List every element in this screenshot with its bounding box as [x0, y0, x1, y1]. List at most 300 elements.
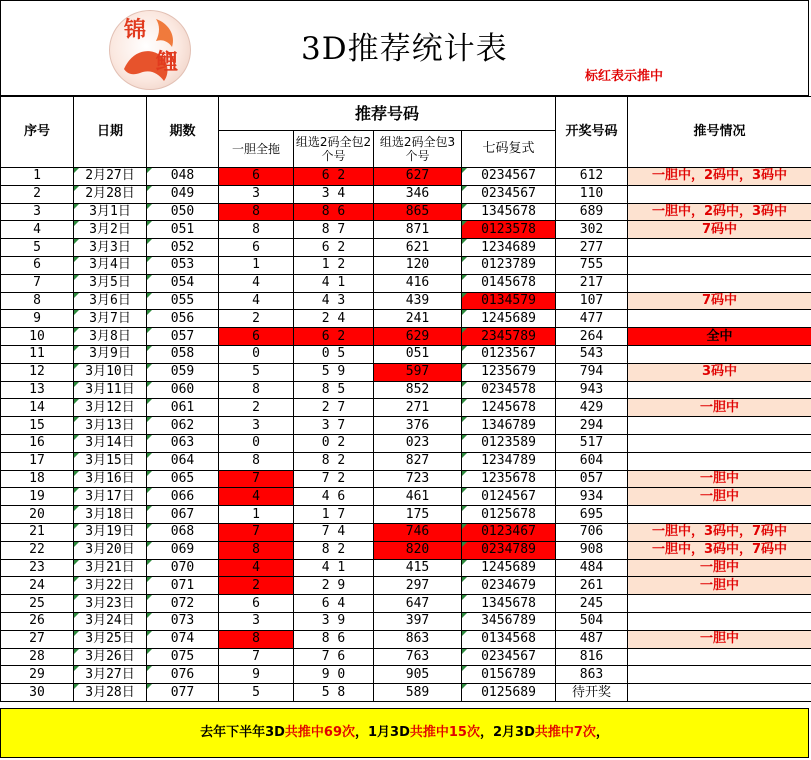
footer-segment: 共推中15次: [409, 725, 480, 740]
cell-one-dan: 8: [219, 452, 294, 470]
cell-one-dan: 5: [219, 363, 294, 381]
header-seq: 序号: [1, 97, 74, 168]
cell-one-dan: 8: [219, 381, 294, 399]
cell-group2-2: 5 8: [294, 684, 374, 702]
header-period: 期数: [147, 97, 219, 168]
cell-seq: 18: [1, 470, 74, 488]
cell-seq: 4: [1, 221, 74, 239]
cell-seven: 2345789: [462, 328, 556, 346]
table-row: [1, 541, 811, 559]
cell-one-dan: 1: [219, 506, 294, 524]
cell-group2-2: 4 1: [294, 559, 374, 577]
cell-seq: 3: [1, 203, 74, 221]
cell-seven: 1245689: [462, 559, 556, 577]
cell-group2-3: 746: [374, 523, 462, 541]
cell-date: 3月7日: [74, 310, 147, 328]
cell-group2-2: 1 2: [294, 256, 374, 274]
cell-date: 3月25日: [74, 630, 147, 648]
footer-segment: 共推中69次: [284, 725, 355, 740]
cell-date: 3月16日: [74, 470, 147, 488]
cell-seq: 30: [1, 684, 74, 702]
cell-draw: 695: [556, 506, 628, 524]
cell-seven: 0234789: [462, 541, 556, 559]
cell-seven: 1245689: [462, 310, 556, 328]
cell-period: 077: [147, 684, 219, 702]
cell-one-dan: 8: [219, 630, 294, 648]
cell-group2-3: 346: [374, 185, 462, 203]
cell-date: 2月27日: [74, 168, 147, 186]
table-row: [1, 612, 811, 630]
summary-footer: [0, 708, 809, 758]
cell-period: 050: [147, 203, 219, 221]
cell-seven: 0134579: [462, 292, 556, 310]
cell-seven: 0145678: [462, 274, 556, 292]
cell-seven: 0123578: [462, 221, 556, 239]
cell-seq: 25: [1, 595, 74, 613]
cell-draw: 689: [556, 203, 628, 221]
cell-draw: 477: [556, 310, 628, 328]
cell-seq: 20: [1, 506, 74, 524]
cell-group2-3: 763: [374, 648, 462, 666]
cell-period: 067: [147, 506, 219, 524]
cell-seven: 0125678: [462, 506, 556, 524]
cell-group2-3: 415: [374, 559, 462, 577]
cell-date: 3月27日: [74, 666, 147, 684]
footer-segment: ，1月3D: [355, 725, 410, 740]
cell-group2-3: 863: [374, 630, 462, 648]
cell-status: 一胆中，2码中，3码中: [628, 203, 811, 221]
footer-segment: ，: [595, 725, 609, 740]
cell-status: 一胆中，2码中，3码中: [628, 168, 811, 186]
cell-draw: 816: [556, 648, 628, 666]
recommend-table: [0, 96, 811, 702]
cell-status: 一胆中: [628, 399, 811, 417]
cell-draw: 706: [556, 523, 628, 541]
cell-seven: 0134568: [462, 630, 556, 648]
cell-seq: 23: [1, 559, 74, 577]
cell-group2-3: 241: [374, 310, 462, 328]
table-row: [1, 523, 811, 541]
cell-seq: 10: [1, 328, 74, 346]
cell-period: 053: [147, 256, 219, 274]
cell-group2-2: 5 9: [294, 363, 374, 381]
cell-period: 048: [147, 168, 219, 186]
cell-period: 054: [147, 274, 219, 292]
cell-date: 3月21日: [74, 559, 147, 577]
table-row: [1, 648, 811, 666]
cell-status: 7码中: [628, 221, 811, 239]
table-row: [1, 256, 811, 274]
cell-date: 3月2日: [74, 221, 147, 239]
cell-seven: 1245678: [462, 399, 556, 417]
cell-date: 3月19日: [74, 523, 147, 541]
table-row: [1, 684, 811, 702]
cell-group2-3: 865: [374, 203, 462, 221]
footer-segment: 去年下半年3D: [200, 725, 285, 740]
cell-status: 3码中: [628, 363, 811, 381]
cell-draw: 487: [556, 630, 628, 648]
legend-note: 标红表示推中: [585, 69, 664, 84]
cell-one-dan: 1: [219, 256, 294, 274]
header-status: 推号情况: [628, 97, 811, 168]
cell-one-dan: 6: [219, 239, 294, 257]
table-row: [1, 221, 811, 239]
cell-seq: 24: [1, 577, 74, 595]
cell-seven: 1346789: [462, 417, 556, 435]
cell-date: 3月18日: [74, 506, 147, 524]
cell-draw: 908: [556, 541, 628, 559]
table-row: [1, 666, 811, 684]
cell-status: [628, 381, 811, 399]
cell-status: 一胆中，3码中，7码中: [628, 541, 811, 559]
table-row: [1, 488, 811, 506]
cell-draw: 755: [556, 256, 628, 274]
cell-group2-2: 8 5: [294, 381, 374, 399]
cell-period: 049: [147, 185, 219, 203]
cell-status: 一胆中: [628, 559, 811, 577]
table-row: [1, 434, 811, 452]
footer-segment: 共推中7次: [534, 725, 596, 740]
cell-seq: 21: [1, 523, 74, 541]
cell-draw: 604: [556, 452, 628, 470]
cell-group2-2: 0 2: [294, 434, 374, 452]
cell-group2-2: 8 7: [294, 221, 374, 239]
cell-seq: 26: [1, 612, 74, 630]
cell-seven: 0123567: [462, 345, 556, 363]
cell-date: 3月24日: [74, 612, 147, 630]
cell-date: 3月4日: [74, 256, 147, 274]
cell-group2-2: 4 6: [294, 488, 374, 506]
cell-draw: 277: [556, 239, 628, 257]
cell-draw: 107: [556, 292, 628, 310]
cell-seq: 11: [1, 345, 74, 363]
cell-period: 063: [147, 434, 219, 452]
cell-status: 一胆中: [628, 630, 811, 648]
cell-date: 3月13日: [74, 417, 147, 435]
cell-group2-2: 7 2: [294, 470, 374, 488]
cell-one-dan: 4: [219, 274, 294, 292]
cell-period: 062: [147, 417, 219, 435]
cell-seq: 7: [1, 274, 74, 292]
cell-seq: 22: [1, 541, 74, 559]
cell-date: 3月28日: [74, 684, 147, 702]
cell-one-dan: 7: [219, 523, 294, 541]
table-row: [1, 328, 811, 346]
cell-status: [628, 666, 811, 684]
cell-group2-2: 2 9: [294, 577, 374, 595]
cell-period: 065: [147, 470, 219, 488]
cell-group2-3: 871: [374, 221, 462, 239]
cell-seq: 12: [1, 363, 74, 381]
cell-status: 一胆中: [628, 577, 811, 595]
cell-group2-3: 905: [374, 666, 462, 684]
cell-status: [628, 345, 811, 363]
header-recommend-group: 推荐号码: [219, 97, 556, 131]
cell-date: 3月8日: [74, 328, 147, 346]
cell-status: [628, 434, 811, 452]
koi-logo: [109, 10, 191, 90]
table-row: [1, 239, 811, 257]
cell-period: 059: [147, 363, 219, 381]
cell-seq: 9: [1, 310, 74, 328]
cell-group2-3: 723: [374, 470, 462, 488]
cell-seq: 2: [1, 185, 74, 203]
cell-group2-3: 439: [374, 292, 462, 310]
cell-group2-2: 3 4: [294, 185, 374, 203]
table-row: [1, 274, 811, 292]
cell-group2-2: 4 1: [294, 274, 374, 292]
cell-group2-2: 8 6: [294, 630, 374, 648]
cell-period: 058: [147, 345, 219, 363]
cell-group2-3: 120: [374, 256, 462, 274]
cell-draw: 517: [556, 434, 628, 452]
cell-draw: 245: [556, 595, 628, 613]
cell-group2-2: 2 7: [294, 399, 374, 417]
cell-group2-3: 852: [374, 381, 462, 399]
table-row: [1, 203, 811, 221]
cell-period: 076: [147, 666, 219, 684]
cell-date: 3月14日: [74, 434, 147, 452]
cell-draw: 934: [556, 488, 628, 506]
cell-seven: 0123789: [462, 256, 556, 274]
cell-seven: 1234789: [462, 452, 556, 470]
page-title: 3D推荐统计表: [301, 31, 508, 67]
cell-period: 074: [147, 630, 219, 648]
cell-date: 3月9日: [74, 345, 147, 363]
cell-one-dan: 6: [219, 168, 294, 186]
cell-group2-3: 629: [374, 328, 462, 346]
table-row: [1, 168, 811, 186]
cell-group2-2: 3 9: [294, 612, 374, 630]
table-row: [1, 345, 811, 363]
cell-seven: 0156789: [462, 666, 556, 684]
cell-period: 051: [147, 221, 219, 239]
table-row: [1, 363, 811, 381]
cell-group2-2: 9 0: [294, 666, 374, 684]
logo-char-2: 鲤: [156, 49, 179, 75]
table-row: [1, 577, 811, 595]
cell-period: 055: [147, 292, 219, 310]
cell-date: 3月5日: [74, 274, 147, 292]
cell-period: 068: [147, 523, 219, 541]
cell-group2-3: 827: [374, 452, 462, 470]
cell-seq: 28: [1, 648, 74, 666]
cell-status: [628, 185, 811, 203]
cell-seq: 29: [1, 666, 74, 684]
cell-seven: 0234679: [462, 577, 556, 595]
cell-seven: 0124567: [462, 488, 556, 506]
cell-date: 2月28日: [74, 185, 147, 203]
cell-seven: 0123467: [462, 523, 556, 541]
cell-group2-2: 7 4: [294, 523, 374, 541]
cell-date: 3月26日: [74, 648, 147, 666]
cell-period: 073: [147, 612, 219, 630]
cell-group2-3: 647: [374, 595, 462, 613]
cell-draw: 264: [556, 328, 628, 346]
cell-group2-2: 1 7: [294, 506, 374, 524]
table-row: [1, 452, 811, 470]
cell-period: 069: [147, 541, 219, 559]
header-seven: 七码复式: [462, 131, 556, 168]
cell-period: 052: [147, 239, 219, 257]
cell-draw: 待开奖: [556, 684, 628, 702]
footer-segment: ，2月3D: [479, 725, 535, 740]
header-one-dan: 一胆全拖: [219, 131, 294, 168]
cell-seq: 16: [1, 434, 74, 452]
cell-draw: 543: [556, 345, 628, 363]
cell-one-dan: 4: [219, 559, 294, 577]
cell-group2-3: 175: [374, 506, 462, 524]
cell-one-dan: 7: [219, 470, 294, 488]
cell-draw: 217: [556, 274, 628, 292]
header-group2-3: 组选2码全包3个号: [374, 131, 462, 168]
cell-group2-3: 461: [374, 488, 462, 506]
cell-group2-2: 7 6: [294, 648, 374, 666]
koi-fish-icon: [110, 11, 190, 89]
cell-one-dan: 2: [219, 399, 294, 417]
cell-date: 3月3日: [74, 239, 147, 257]
cell-draw: 504: [556, 612, 628, 630]
table-row: [1, 630, 811, 648]
cell-group2-3: 589: [374, 684, 462, 702]
cell-status: [628, 256, 811, 274]
cell-group2-3: 627: [374, 168, 462, 186]
cell-one-dan: 7: [219, 648, 294, 666]
cell-status: [628, 452, 811, 470]
cell-date: 3月11日: [74, 381, 147, 399]
table-row: [1, 559, 811, 577]
cell-draw: 794: [556, 363, 628, 381]
cell-group2-2: 3 7: [294, 417, 374, 435]
cell-status: [628, 506, 811, 524]
cell-seq: 14: [1, 399, 74, 417]
cell-group2-2: 8 2: [294, 452, 374, 470]
cell-draw: 057: [556, 470, 628, 488]
cell-seven: 0234567: [462, 185, 556, 203]
cell-seq: 13: [1, 381, 74, 399]
cell-one-dan: 3: [219, 612, 294, 630]
cell-seven: 0234567: [462, 648, 556, 666]
sheet-header: [0, 0, 809, 96]
cell-group2-3: 397: [374, 612, 462, 630]
cell-period: 056: [147, 310, 219, 328]
cell-one-dan: 3: [219, 417, 294, 435]
cell-draw: 943: [556, 381, 628, 399]
cell-status: [628, 612, 811, 630]
cell-period: 066: [147, 488, 219, 506]
cell-one-dan: 4: [219, 292, 294, 310]
cell-seven: 0234567: [462, 168, 556, 186]
cell-seq: 27: [1, 630, 74, 648]
cell-period: 075: [147, 648, 219, 666]
cell-group2-2: 6 2: [294, 168, 374, 186]
cell-seq: 8: [1, 292, 74, 310]
table-row: [1, 292, 811, 310]
cell-one-dan: 9: [219, 666, 294, 684]
cell-one-dan: 8: [219, 221, 294, 239]
cell-draw: 302: [556, 221, 628, 239]
cell-period: 072: [147, 595, 219, 613]
header-date: 日期: [74, 97, 147, 168]
cell-seven: 0123589: [462, 434, 556, 452]
cell-one-dan: 2: [219, 577, 294, 595]
cell-one-dan: 6: [219, 595, 294, 613]
cell-status: [628, 648, 811, 666]
cell-one-dan: 6: [219, 328, 294, 346]
cell-group2-2: 0 5: [294, 345, 374, 363]
table-row: [1, 310, 811, 328]
cell-group2-3: 051: [374, 345, 462, 363]
cell-seq: 5: [1, 239, 74, 257]
logo-char-1: 锦: [124, 17, 147, 43]
cell-one-dan: 4: [219, 488, 294, 506]
cell-group2-2: 8 2: [294, 541, 374, 559]
cell-seq: 17: [1, 452, 74, 470]
cell-date: 3月17日: [74, 488, 147, 506]
cell-seven: 1234689: [462, 239, 556, 257]
cell-draw: 612: [556, 168, 628, 186]
cell-seven: 3456789: [462, 612, 556, 630]
cell-period: 060: [147, 381, 219, 399]
cell-date: 3月15日: [74, 452, 147, 470]
cell-seven: 0234578: [462, 381, 556, 399]
cell-seven: 1345678: [462, 203, 556, 221]
cell-group2-3: 023: [374, 434, 462, 452]
cell-period: 064: [147, 452, 219, 470]
cell-draw: 863: [556, 666, 628, 684]
table-row: [1, 417, 811, 435]
cell-group2-2: 4 3: [294, 292, 374, 310]
table-row: [1, 595, 811, 613]
cell-seven: 1235678: [462, 470, 556, 488]
cell-draw: 429: [556, 399, 628, 417]
cell-status: [628, 239, 811, 257]
cell-draw: 110: [556, 185, 628, 203]
cell-status: 一胆中: [628, 488, 811, 506]
cell-group2-2: 6 2: [294, 239, 374, 257]
cell-status: [628, 274, 811, 292]
cell-one-dan: 5: [219, 684, 294, 702]
cell-group2-3: 621: [374, 239, 462, 257]
cell-date: 3月20日: [74, 541, 147, 559]
cell-status: 一胆中，3码中，7码中: [628, 523, 811, 541]
cell-date: 3月6日: [74, 292, 147, 310]
cell-status: [628, 684, 811, 702]
cell-date: 3月1日: [74, 203, 147, 221]
cell-period: 057: [147, 328, 219, 346]
cell-seq: 15: [1, 417, 74, 435]
cell-group2-3: 376: [374, 417, 462, 435]
cell-date: 3月23日: [74, 595, 147, 613]
cell-group2-2: 6 4: [294, 595, 374, 613]
cell-date: 3月22日: [74, 577, 147, 595]
table-row: [1, 506, 811, 524]
cell-period: 070: [147, 559, 219, 577]
cell-group2-3: 597: [374, 363, 462, 381]
cell-group2-2: 2 4: [294, 310, 374, 328]
table-row: [1, 399, 811, 417]
cell-seq: 6: [1, 256, 74, 274]
cell-one-dan: 2: [219, 310, 294, 328]
table-row: [1, 185, 811, 203]
cell-period: 071: [147, 577, 219, 595]
table-row: [1, 381, 811, 399]
cell-one-dan: 8: [219, 203, 294, 221]
header-draw: 开奖号码: [556, 97, 628, 168]
cell-seq: 1: [1, 168, 74, 186]
cell-group2-2: 6 2: [294, 328, 374, 346]
cell-group2-3: 271: [374, 399, 462, 417]
